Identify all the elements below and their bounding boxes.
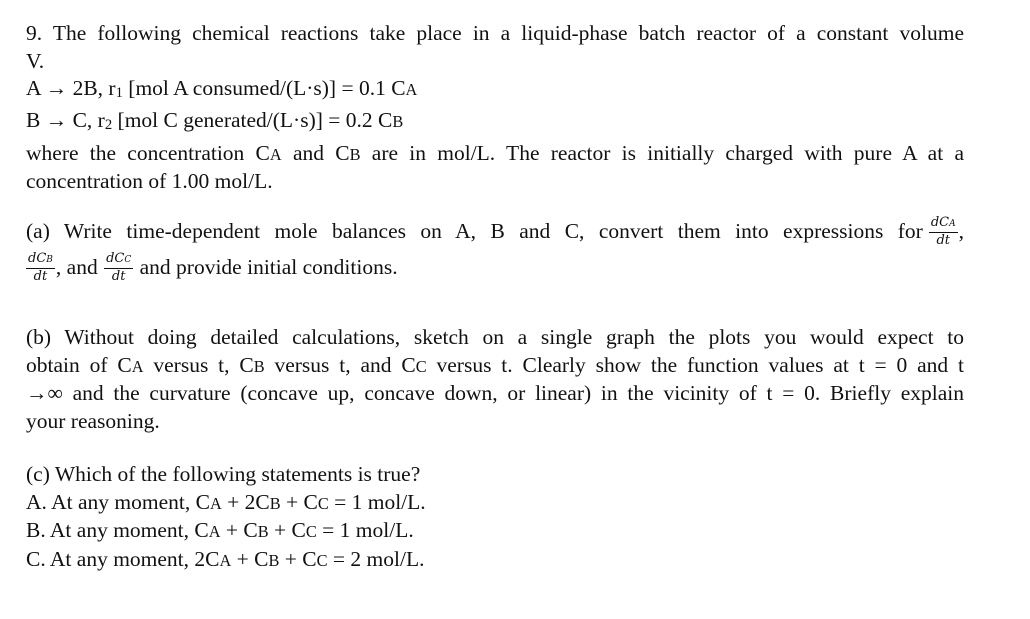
part-a-line-1: (a) Write time-dependent mole balances on A, B and C, convert them into expressions for $\frac{\text{dCA}}{dt}$ , — [26, 215, 964, 248]
fraction-dca-dt: $\frac{\text{dCA}}{dt}$ — [930, 215, 956, 248]
part-b-line-2: obtain of CA versus t, CB versus t, and CC versus t. Clearly show the function values at t = 0 and t — [26, 352, 964, 377]
part-b-line-4: your reasoning. — [26, 408, 160, 433]
problem-statement — [26, 20, 964, 196]
intro-line-2: V. — [26, 48, 45, 73]
problem-number: 9. — [26, 21, 43, 45]
option-a: A. At any moment, CA + 2CB + CC = 1 mol/L. — [26, 489, 426, 514]
fraction-dcc-dt: $\frac{\text{dCC}}{dt}$ — [106, 251, 132, 284]
reaction-2: B → C, r2 [mol C generated/(L·s)] = 0.2 CB — [26, 108, 404, 133]
part-a-line-2: $\frac{\text{dCB}}{dt}$ , and $\frac{\text{dCC}}{dt}$ and provide initial conditions. — [28, 251, 398, 284]
part-c-question: (c) Which of the following statements is true? — [26, 462, 421, 486]
where-line-2: concentration of 1.00 mol/L. — [26, 169, 273, 193]
reaction-arrow: → — [45, 76, 68, 100]
reaction-arrow: → — [45, 108, 68, 133]
part-c — [26, 461, 964, 574]
where-line-1: where the concentration CA and CB are in mol/L. The reactor is initially charged with pure A at a — [26, 140, 964, 165]
reaction-1: A → 2B, r1 [mol A consumed/(L·s)] = 0.1 CA — [26, 76, 418, 101]
part-a — [26, 214, 964, 286]
part-b-line-1: (b) Without doing detailed calculations, sketch on a single graph the plots you would expect to — [26, 325, 964, 349]
fraction-dcb-dt: $\frac{\text{dCB}}{dt}$ — [28, 251, 53, 284]
part-b-line-3: →∞ and the curvature (concave up, concave down, or linear) in the vicinity of t = 0. Briefly explain — [26, 381, 964, 405]
intro-line-1: 9. The following chemical reactions take place in a liquid-phase batch reactor of a constant volume — [26, 21, 964, 45]
option-b: B. At any moment, CA + CB + CC = 1 mol/L. — [26, 518, 414, 542]
option-c: C. At any moment, 2CA + CB + CC = 2 mol/L. — [26, 546, 425, 571]
part-b — [26, 324, 964, 435]
